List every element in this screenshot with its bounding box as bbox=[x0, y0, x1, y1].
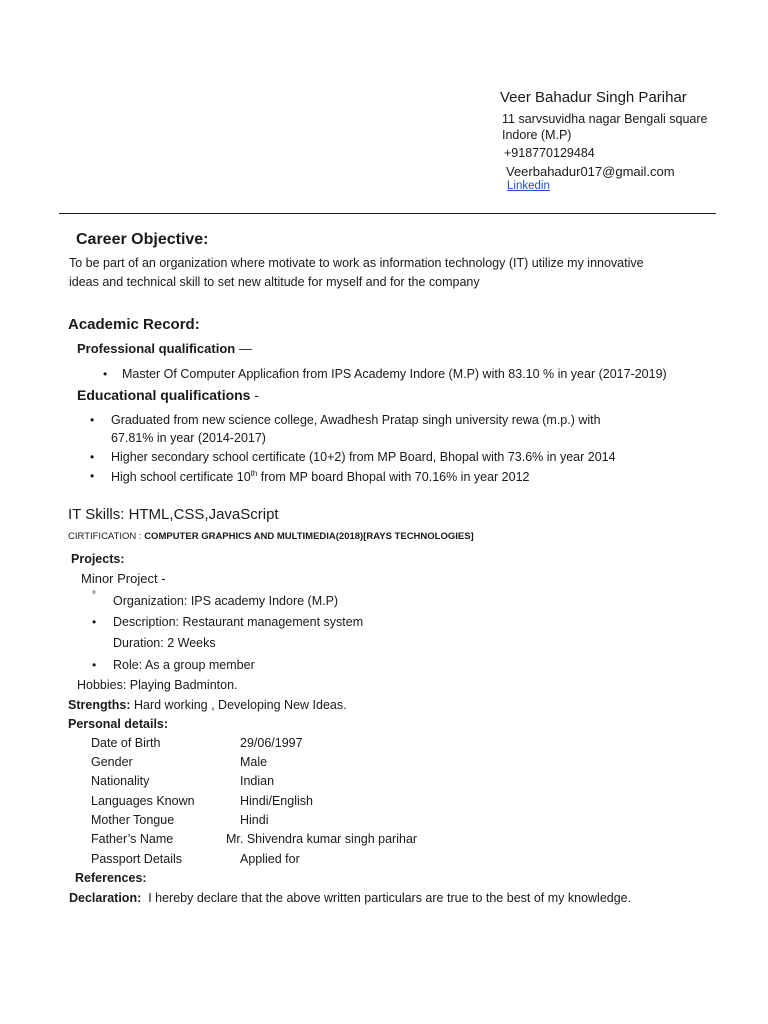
declaration-row bbox=[69, 891, 631, 905]
educational-item-3-start: High school certificate 10 bbox=[111, 470, 251, 485]
educational-item-3 bbox=[111, 469, 529, 484]
passport-value: Applied for bbox=[240, 852, 300, 866]
educational-item-2: Higher secondary school certificate (10+2) from MP Board, Bhopal with 73.6% in year 2014 bbox=[111, 450, 616, 464]
bullet-icon: • bbox=[103, 367, 108, 381]
declaration-text: I hereby declare that the above written particulars are true to the best of my knowledge. bbox=[148, 891, 632, 905]
certification-row bbox=[68, 531, 474, 542]
bullet-icon: • bbox=[90, 469, 95, 483]
dob-label: Date of Birth bbox=[91, 736, 161, 750]
strengths-label: Strengths: bbox=[68, 698, 131, 712]
address-line-2: Indore (M.P) bbox=[502, 128, 572, 142]
candidate-name: Veer Bahadur Singh Parihar bbox=[500, 89, 687, 106]
superscript-th: th bbox=[250, 469, 258, 478]
declaration-label: Declaration: bbox=[69, 891, 142, 905]
projects-heading: Projects: bbox=[71, 552, 125, 566]
bullet-icon: • bbox=[92, 658, 97, 672]
fathers-name-label: Father’s Name bbox=[91, 832, 174, 846]
languages-label: Languages Known bbox=[91, 794, 195, 808]
fathers-name-value: Mr. Shivendra kumar singh parihar bbox=[226, 832, 418, 846]
address-line-1: 11 sarvsuvidha nagar Bengali square bbox=[502, 112, 708, 126]
professional-qualification-label: Professional qualification bbox=[77, 341, 236, 356]
phone-number: +918770129484 bbox=[504, 146, 595, 160]
professional-qualification-dash: — bbox=[238, 341, 252, 356]
educational-item-1-line-2: 67.81% in year (2014-2017) bbox=[111, 431, 266, 445]
email-address: Veerbahadur017@gmail.com bbox=[506, 164, 675, 179]
mother-tongue-label: Mother Tongue bbox=[91, 813, 175, 827]
certification-separator: : bbox=[138, 531, 142, 542]
career-objective-heading: Career Objective: bbox=[76, 231, 209, 248]
references-heading: References: bbox=[75, 871, 147, 885]
languages-value: Hindi/English bbox=[240, 794, 313, 808]
personal-details-heading: Personal details: bbox=[68, 717, 169, 731]
career-objective-line-2: ideas and technical skill to set new altitude for myself and for the company bbox=[69, 275, 480, 289]
mother-tongue-value: Hindi bbox=[240, 813, 269, 827]
gender-value: Male bbox=[240, 755, 268, 769]
project-duration: Duration: 2 Weeks bbox=[113, 636, 216, 650]
project-organization: Organization: IPS academy Indore (M.P) bbox=[113, 594, 339, 608]
circle-bullet-icon: ° bbox=[92, 590, 96, 601]
certification-label: CIRTIFICATION bbox=[68, 531, 137, 542]
nationality-value: Indian bbox=[240, 774, 275, 788]
header-divider bbox=[59, 213, 716, 214]
career-objective-line-1: To be part of an organization where motivate to work as information technology (IT) utilize my innovative bbox=[69, 256, 644, 270]
educational-qualification-dash: - bbox=[254, 387, 260, 403]
minor-project-label: Minor Project - bbox=[81, 571, 166, 586]
linkedin-link[interactable]: Linkedin bbox=[507, 180, 550, 192]
dob-value: 29/06/1997 bbox=[240, 736, 303, 750]
bullet-icon: • bbox=[90, 450, 95, 464]
professional-item: Master Of Computer Applicafion from IPS Academy Indore (M.P) with 83.10 % in year (2017-2019) bbox=[122, 367, 667, 381]
project-description: Description: Restaurant management system bbox=[113, 615, 364, 629]
bullet-icon: • bbox=[90, 413, 95, 427]
educational-qualification-label: Educational qualifications bbox=[77, 387, 251, 403]
nationality-label: Nationality bbox=[91, 774, 150, 788]
project-role: Role: As a group member bbox=[113, 658, 255, 672]
bullet-icon: • bbox=[92, 615, 97, 629]
professional-qualification-heading bbox=[77, 341, 252, 356]
strengths-value: Hard working , Developing New Ideas. bbox=[133, 698, 347, 712]
certification-value: COMPUTER GRAPHICS AND MULTIMEDIA(2018)[RAYS TECHNOLOGIES] bbox=[144, 531, 474, 542]
educational-item-3-end: from MP board Bhopal with 70.16% in year 2012 bbox=[257, 470, 530, 485]
passport-label: Passport Details bbox=[91, 852, 183, 866]
hobbies: Hobbies: Playing Badminton. bbox=[77, 678, 238, 692]
educational-item-1-line-1: Graduated from new science college, Awadhesh Pratap singh university rewa (m.p.) with bbox=[111, 413, 601, 427]
it-skills: IT Skills: HTML,CSS,JavaScript bbox=[68, 506, 279, 523]
educational-qualification-heading bbox=[77, 387, 259, 403]
academic-record-heading: Academic Record: bbox=[68, 316, 200, 333]
strengths-row bbox=[68, 698, 347, 712]
gender-label: Gender bbox=[91, 755, 133, 769]
